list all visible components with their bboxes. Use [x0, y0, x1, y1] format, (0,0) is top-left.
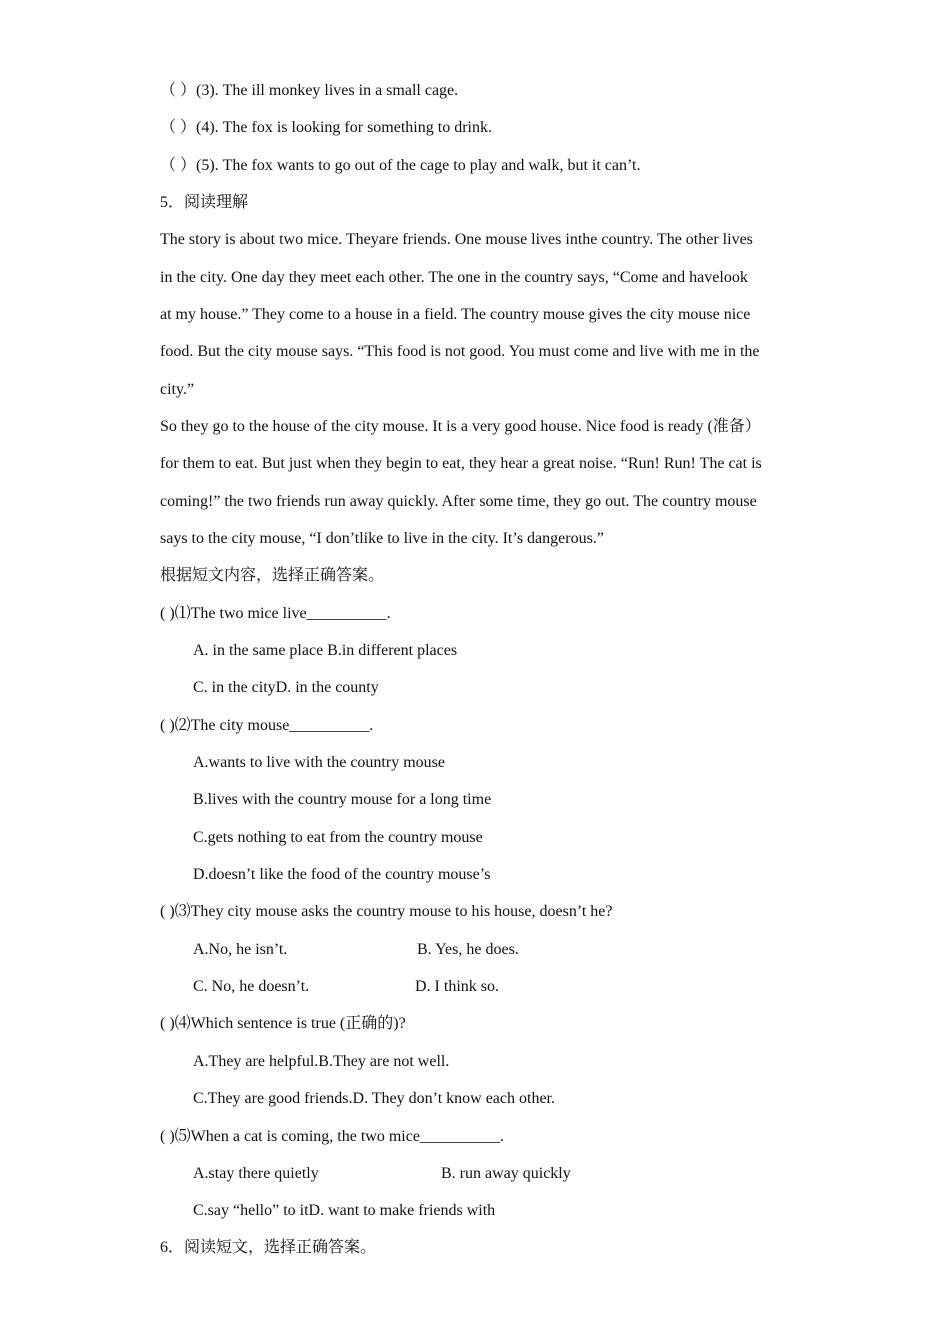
- question-1-stem: ( )⑴The two mice live__________.: [160, 605, 391, 622]
- question-3-option-a: A.No, he isn’t.: [193, 941, 288, 958]
- passage-line: food. But the city mouse says. “This food is not good. You must come and live with me in the: [160, 343, 760, 360]
- question-2-option: C.gets nothing to eat from the country mouse: [193, 829, 483, 846]
- question-4-stem: ( )⑷Which sentence is true (正确的)?: [160, 1015, 406, 1032]
- passage-line: city.”: [160, 381, 195, 398]
- question-3-option-b: B. Yes, he does.: [417, 941, 519, 958]
- question-3-option-d: D. I think so.: [415, 978, 499, 995]
- passage-line: coming!” the two friends run away quickly. After some time, they go out. The country mouse: [160, 493, 757, 510]
- question-5-option-a: A.stay there quietly: [193, 1165, 319, 1182]
- question-3-stem: ( )⑶They city mouse asks the country mouse to his house, doesn’t he?: [160, 903, 613, 920]
- question-2-stem: ( )⑵The city mouse__________.: [160, 717, 374, 734]
- question-2-option: D.doesn’t like the food of the country mouse’s: [193, 866, 491, 883]
- prev-item-5: （ ）(5). The fox wants to go out of the cage to play and walk, but it can’t.: [160, 157, 641, 174]
- passage-line: at my house.” They come to a house in a field. The country mouse gives the city mouse nice: [160, 306, 751, 323]
- question-5-option-b: B. run away quickly: [441, 1165, 571, 1182]
- prev-item-4: （ ）(4). The fox is looking for something to drink.: [160, 119, 492, 136]
- question-3-option-c: C. No, he doesn’t.: [193, 978, 310, 995]
- question-2-option: A.wants to live with the country mouse: [193, 754, 445, 771]
- question-4-options: A.They are helpful.B.They are not well.: [193, 1053, 450, 1070]
- passage-line: says to the city mouse, “I don’tlike to live in the city. It’s dangerous.”: [160, 530, 604, 547]
- question-1-options: A. in the same place B.in different places: [193, 642, 458, 659]
- question-1-options: C. in the cityD. in the county: [193, 679, 379, 696]
- question-5-options: C.say “hello” to itD. want to make friends with: [193, 1202, 496, 1219]
- question-5-stem: ( )⑸When a cat is coming, the two mice__________.: [160, 1128, 504, 1145]
- passage-line: for them to eat. But just when they begin to eat, they hear a great noise. “Run! Run! The cat is: [160, 455, 762, 472]
- passage-line: The story is about two mice. Theyare friends. One mouse lives inthe country. The other lives: [160, 231, 753, 248]
- passage-line: So they go to the house of the city mouse. It is a very good house. Nice food is ready (准备）: [160, 418, 761, 435]
- section-5-heading: 5．阅读理解: [160, 194, 249, 211]
- question-4-options: C.They are good friends.D. They don’t know each other.: [193, 1090, 555, 1107]
- section-6-heading: 6．阅读短文，选择正确答案。: [160, 1239, 377, 1256]
- instruction: 根据短文内容，选择正确答案。: [160, 567, 385, 584]
- prev-item-3: （ ）(3). The ill monkey lives in a small cage.: [160, 82, 459, 99]
- passage-line: in the city. One day they meet each other. The one in the country says, “Come and havelook: [160, 269, 748, 286]
- question-2-option: B.lives with the country mouse for a long time: [193, 791, 492, 808]
